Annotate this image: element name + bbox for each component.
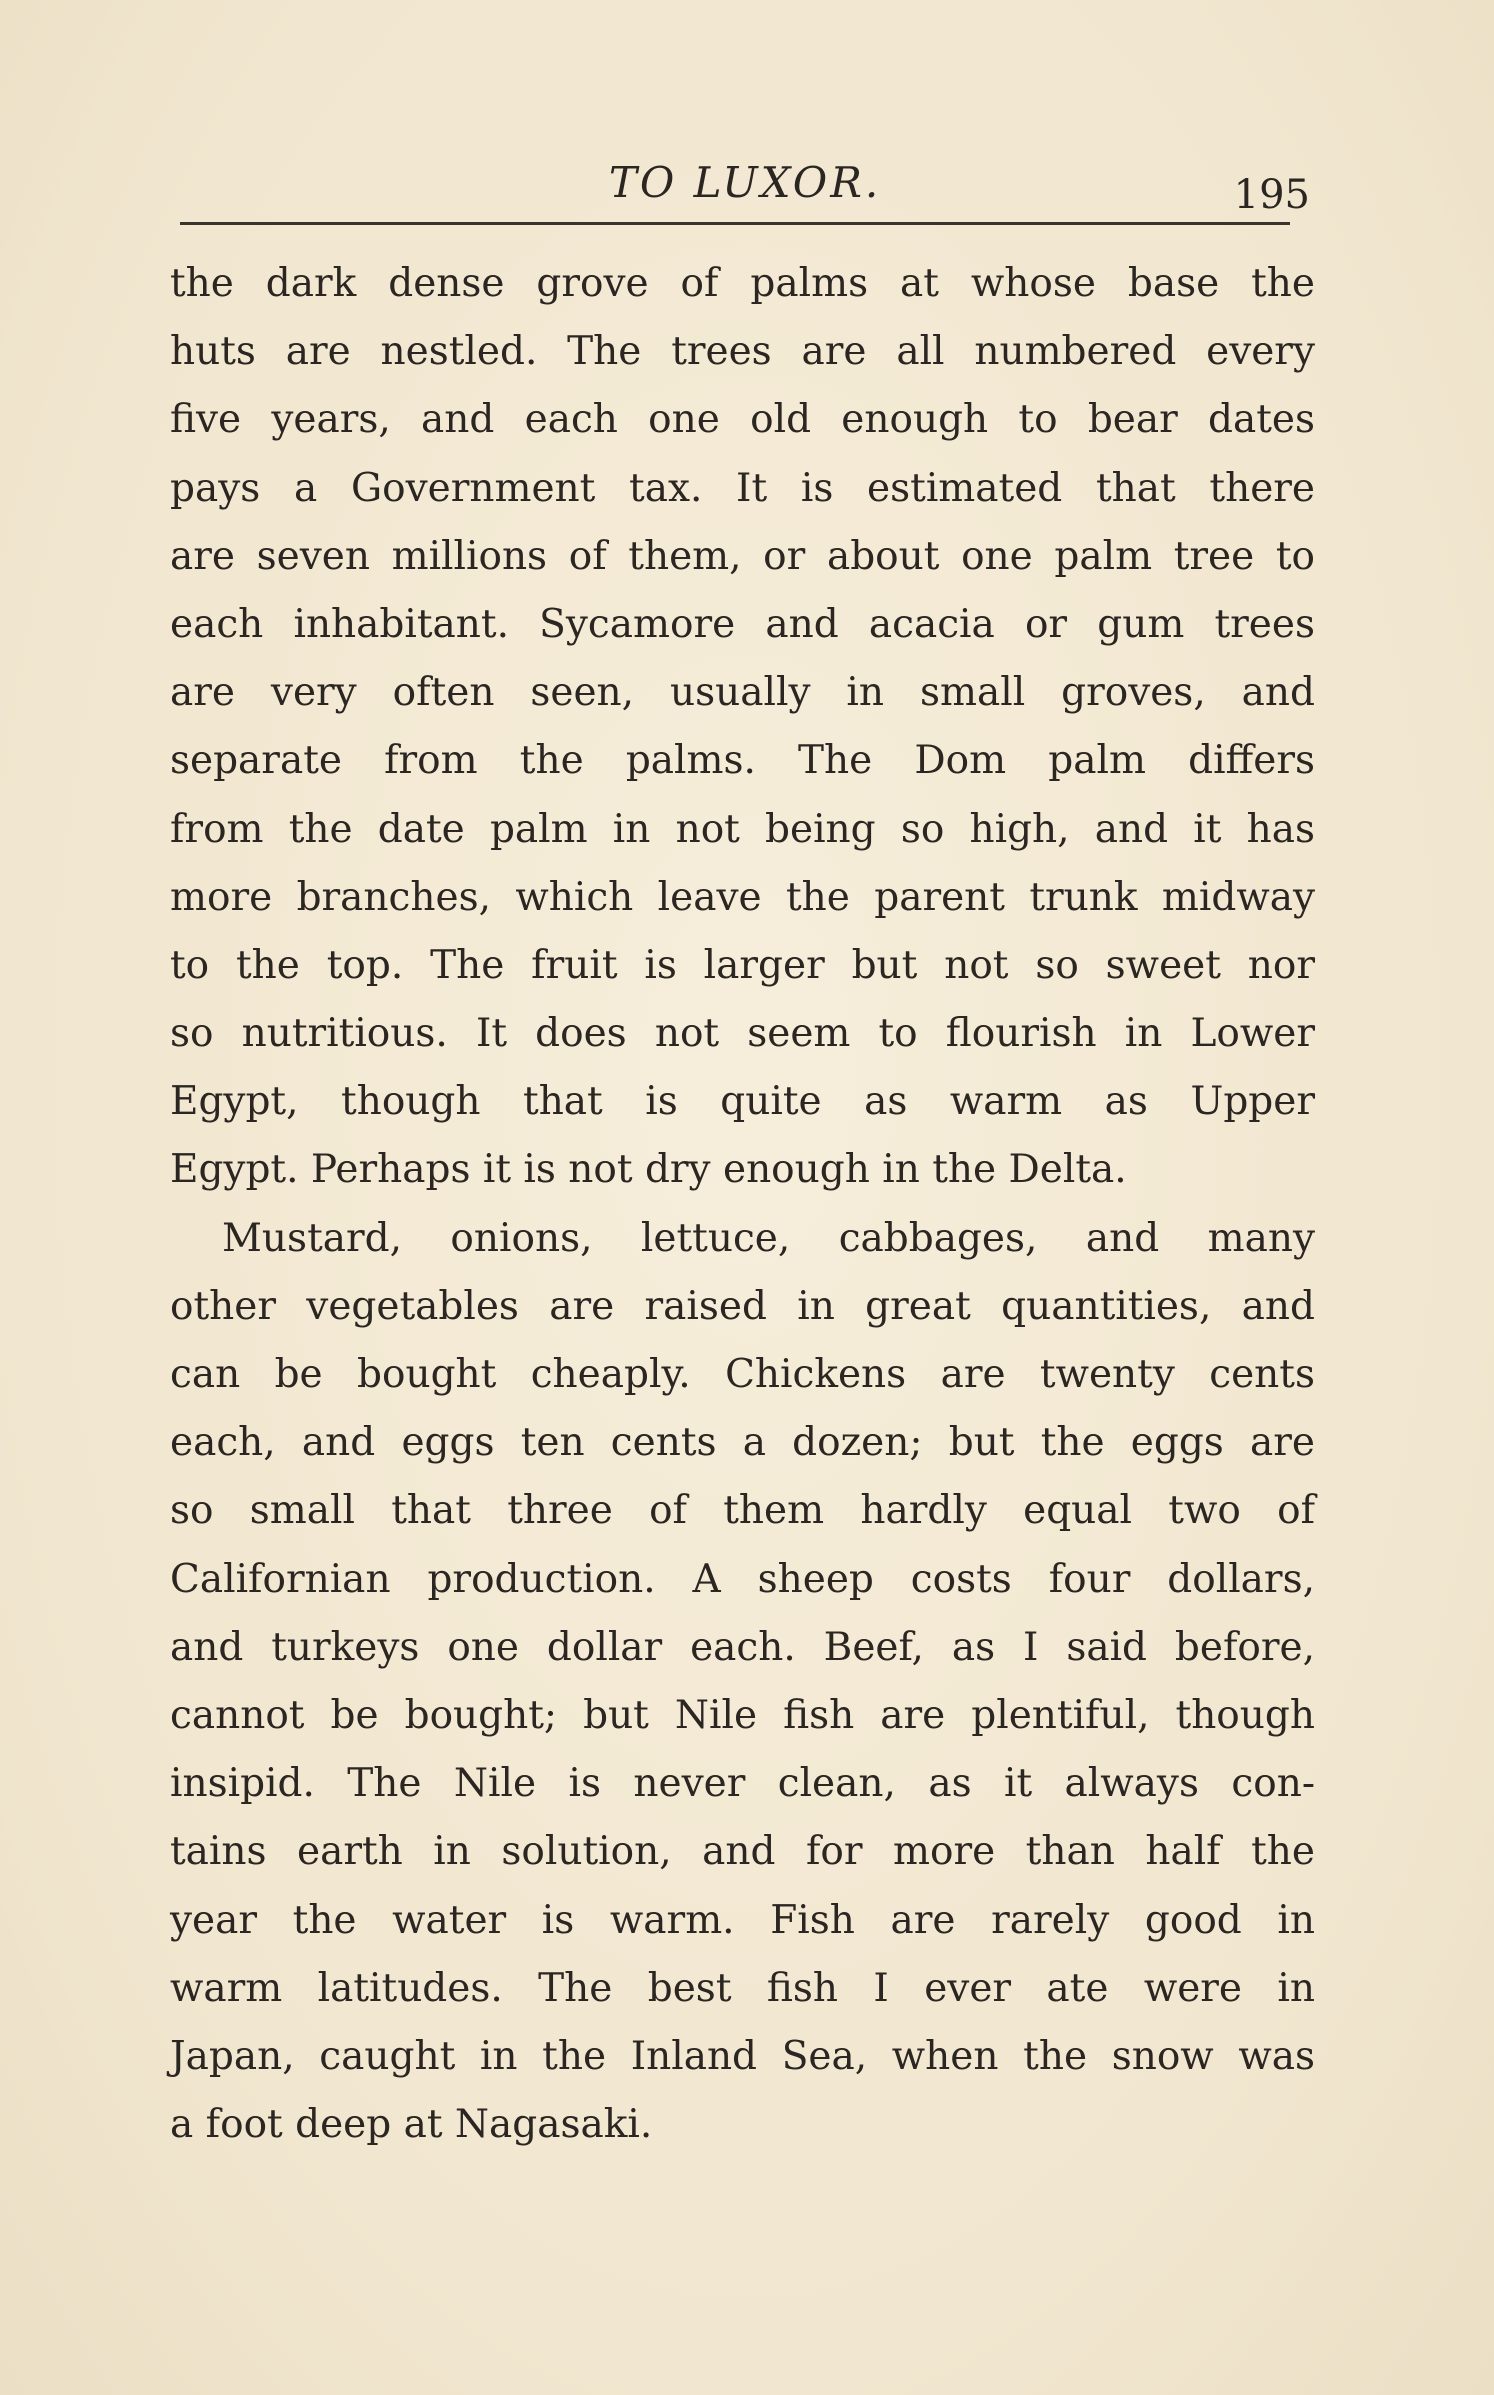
- text-line: tains earth in solution, and for more than half the: [170, 1829, 1315, 1875]
- text-line: huts are nestled. The trees are all numbered every: [170, 329, 1315, 375]
- text-line: Egypt. Perhaps it is not dry enough in the Delta.: [170, 1147, 1127, 1193]
- text-line: so nutritious. It does not seem to flourish in Lower: [170, 1011, 1315, 1057]
- text-line: Japan, caught in the Inland Sea, when the snow was: [170, 2033, 1315, 2079]
- text-line: so small that three of them hardly equal two of: [170, 1488, 1315, 1534]
- text-line: to the top. The fruit is larger but not so sweet nor: [170, 942, 1315, 988]
- text-line: five years, and each one old enough to bear dates: [170, 397, 1315, 443]
- text-line: insipid. The Nile is never clean, as it always con-: [170, 1761, 1315, 1807]
- text-line: separate from the palms. The Dom palm differs: [170, 738, 1315, 784]
- text-line: Egypt, though that is quite as warm as Upper: [170, 1079, 1315, 1125]
- text-line: can be bought cheaply. Chickens are twenty cents: [170, 1352, 1315, 1397]
- text-line: cannot be bought; but Nile fish are plentiful, though: [170, 1692, 1315, 1738]
- text-line: Californian production. A sheep costs four dollars,: [170, 1556, 1315, 1602]
- text-line: more branches, which leave the parent trunk midway: [170, 874, 1315, 920]
- page-number: 195: [1233, 172, 1310, 218]
- text-line: the dark dense grove of palms at whose base the: [170, 261, 1315, 306]
- text-line: pays a Government tax. It is estimated that there: [170, 465, 1315, 511]
- text-line: are seven millions of them, or about one palm tree to: [170, 533, 1315, 579]
- text-line: warm latitudes. The best fish I ever ate were in: [170, 1965, 1315, 2011]
- text-line: other vegetables are raised in great quantities, and: [170, 1283, 1315, 1329]
- text-line: each, and eggs ten cents a dozen; but the eggs are: [170, 1420, 1315, 1466]
- text-line: from the date palm in not being so high, and it has: [170, 806, 1315, 852]
- text-line: a foot deep at Nagasaki.: [170, 2102, 653, 2148]
- body-text: [170, 250, 1315, 2159]
- text-line: each inhabitant. Sycamore and acacia or gum trees: [170, 601, 1315, 647]
- text-line: and turkeys one dollar each. Beef, as I said before,: [170, 1624, 1315, 1670]
- paragraph-first-line: Mustard, onions, lettuce, cabbages, and many: [222, 1215, 1315, 1261]
- running-title: TO LUXOR.: [608, 158, 882, 207]
- header-rule: [180, 222, 1290, 225]
- running-head: [180, 150, 1310, 230]
- text-line: year the water is warm. Fish are rarely good in: [170, 1897, 1315, 1943]
- text-line: are very often seen, usually in small groves, and: [170, 670, 1315, 716]
